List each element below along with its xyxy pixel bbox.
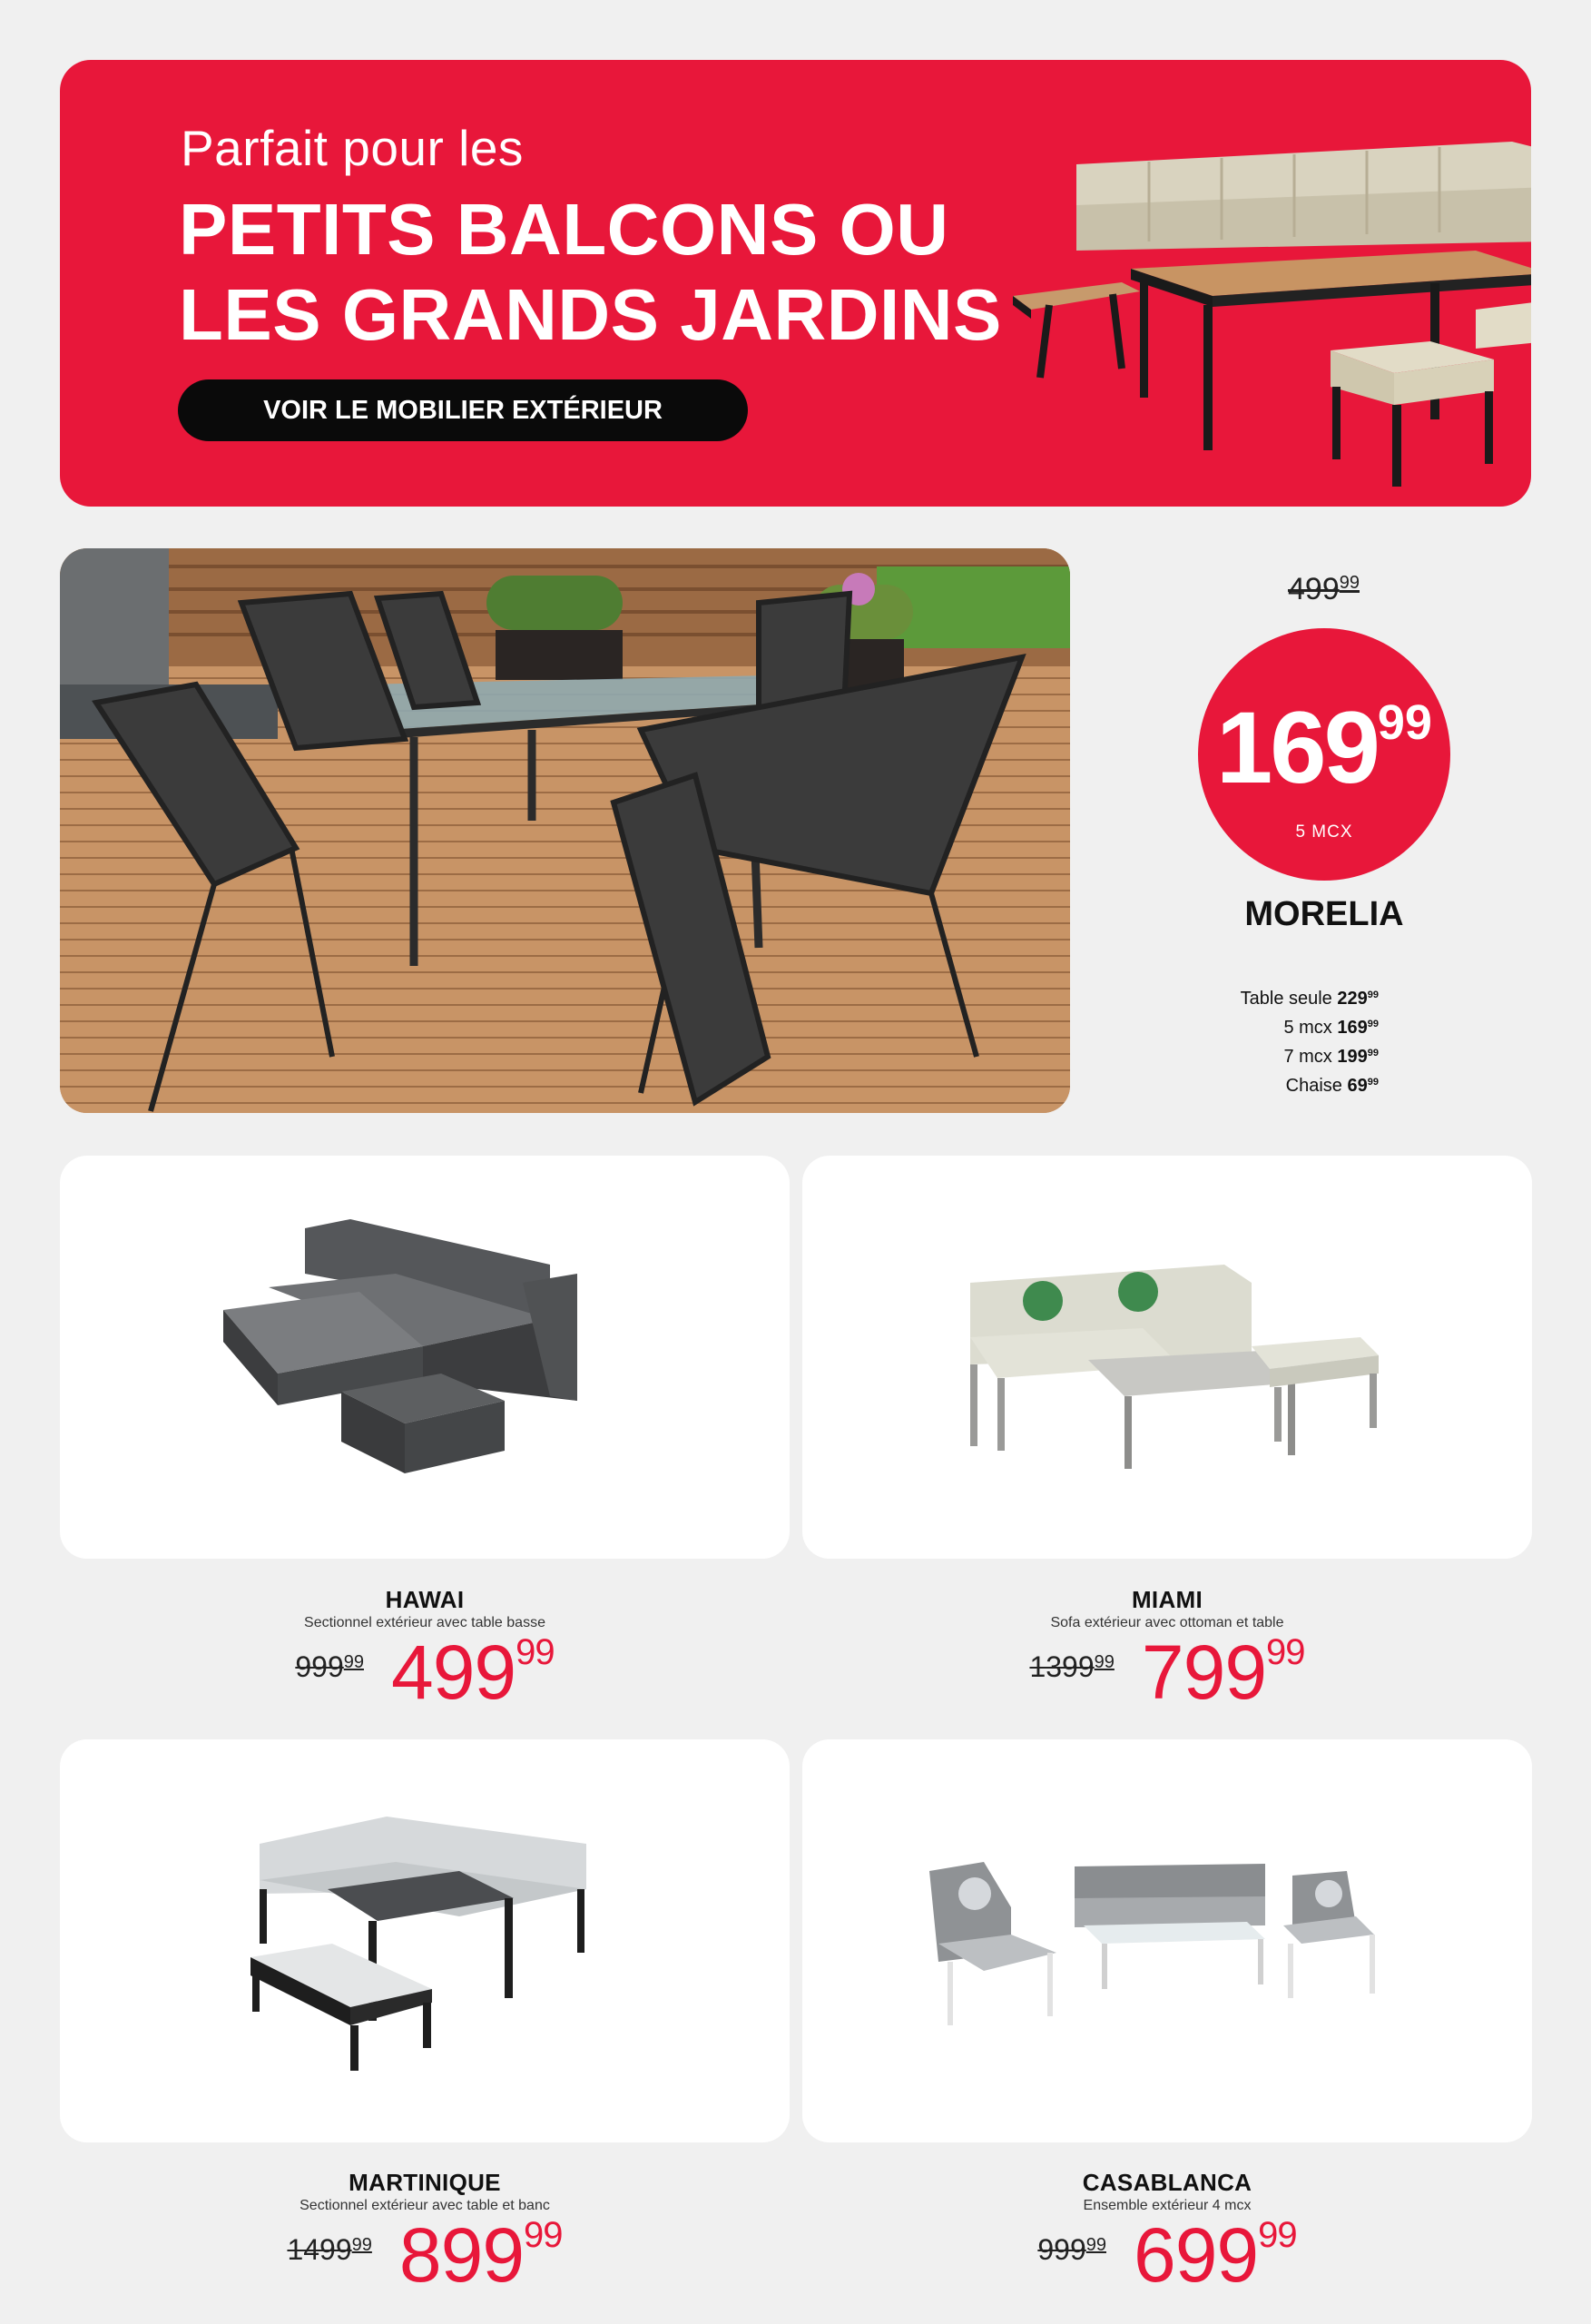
sale-price: $899^{99}$ <box>398 2212 563 2298</box>
hero-title-line2: LES GRANDS JARDINS <box>179 274 1002 355</box>
casablanca-set-image <box>920 1853 1419 2034</box>
sale-price: $799^{99}$ <box>1141 1630 1305 1715</box>
variant-row: Table seule $229^{99}$ <box>1240 989 1379 1009</box>
martinique-sectional-image <box>241 1807 604 2080</box>
miami-sofa-image <box>961 1256 1379 1473</box>
product-price-row <box>60 2212 790 2298</box>
feature-old-price: $499^{99}$ <box>1288 572 1360 606</box>
product-description: Ensemble extérieur 4 mcx <box>1083 2198 1252 2213</box>
product-name[interactable]: HAWAI <box>385 1586 465 1613</box>
hero-title <box>179 187 1002 358</box>
hero-title-line1: PETITS BALCONS OU <box>179 189 949 270</box>
product-name[interactable]: MIAMI <box>1131 1586 1203 1613</box>
product-description: Sectionnel extérieur avec table et banc <box>300 2198 550 2213</box>
product-card-hawai[interactable] <box>60 1156 790 1559</box>
product-price-row <box>802 2212 1532 2298</box>
product-price-row <box>60 1630 790 1715</box>
old-price: $999^{99}$ <box>1037 2233 1106 2266</box>
product-price-row <box>802 1630 1532 1715</box>
feature-price-badge <box>1198 628 1450 881</box>
hero-intro: Parfait pour les <box>181 120 524 176</box>
feature-product-name[interactable]: MORELIA <box>1244 895 1404 933</box>
variant-row: 5 mcx $169^{99}$ <box>1283 1018 1379 1038</box>
outdoor-furniture-button[interactable]: VOIR LE MOBILIER EXTÉRIEUR <box>178 379 748 441</box>
product-name[interactable]: CASABLANCA <box>1082 2169 1252 2196</box>
old-price: $999^{99}$ <box>295 1650 364 1683</box>
hero-furniture-image <box>1004 114 1531 505</box>
product-description: Sectionnel extérieur avec table basse <box>304 1615 545 1630</box>
hawai-sectional-image <box>214 1210 641 1501</box>
product-card-casablanca[interactable] <box>802 1739 1532 2142</box>
old-price: 1399$^{99}$ <box>1029 1650 1115 1683</box>
feature-price: $169^{99}$ <box>1216 691 1432 804</box>
feature-variant-list <box>1241 982 1379 1098</box>
morelia-photo[interactable] <box>60 548 1070 1113</box>
variant-row: 7 mcx $199^{99}$ <box>1283 1047 1379 1067</box>
product-description: Sofa extérieur avec ottoman et table <box>1050 1615 1284 1630</box>
product-name[interactable]: MARTINIQUE <box>349 2169 501 2196</box>
variant-row: Chaise $69^{99}$ <box>1285 1076 1379 1096</box>
old-price: 1499$^{99}$ <box>287 2233 372 2266</box>
sale-price: $499^{99}$ <box>390 1630 555 1715</box>
product-card-miami[interactable] <box>802 1156 1532 1559</box>
morelia-dining-set-image <box>60 548 1070 1113</box>
product-card-martinique[interactable] <box>60 1739 790 2142</box>
sale-price: $699^{99}$ <box>1133 2212 1297 2298</box>
feature-qty-label: 5 MCX <box>1295 822 1353 842</box>
hero-banner[interactable] <box>60 60 1531 507</box>
